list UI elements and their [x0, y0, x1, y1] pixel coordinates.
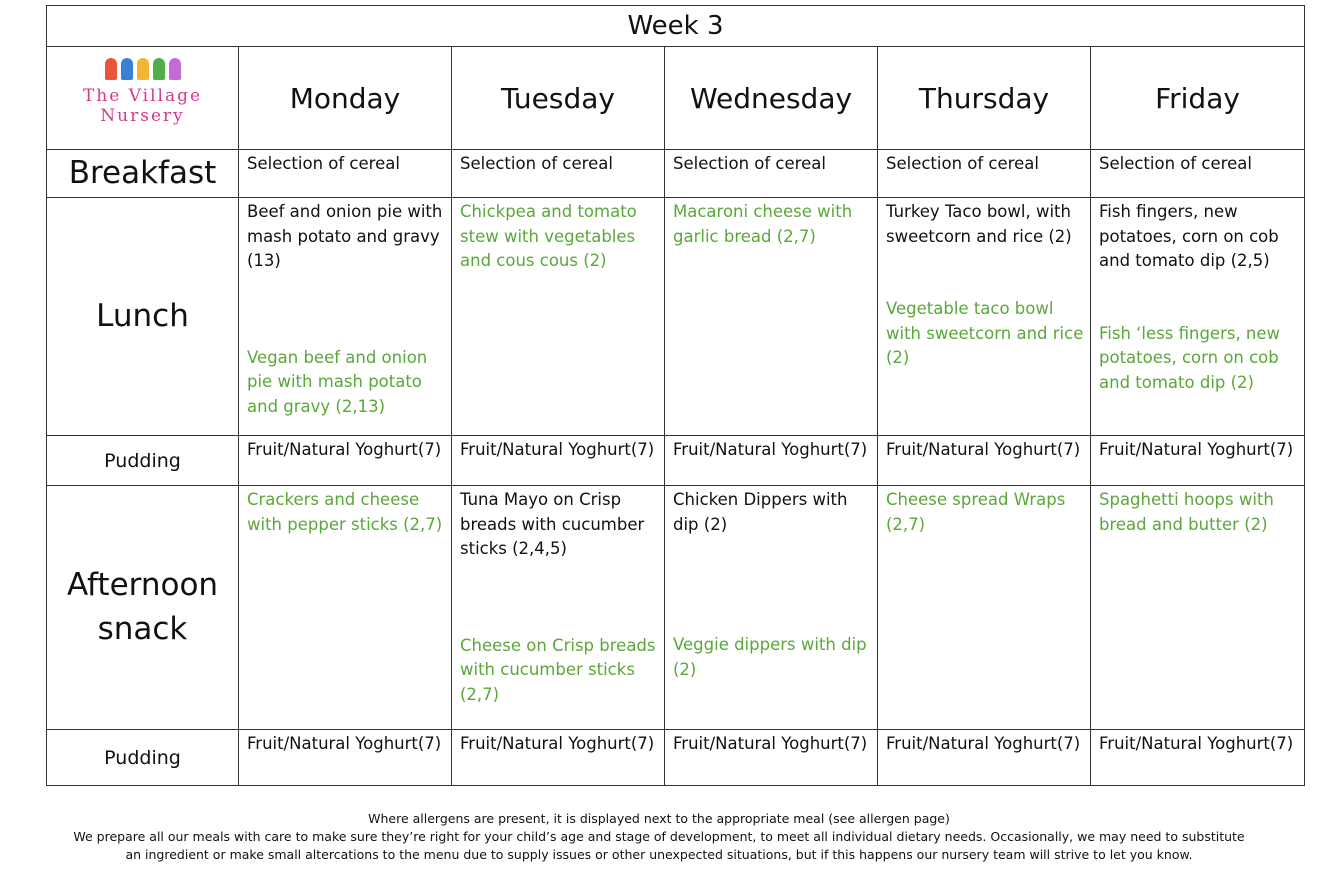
pudding-thursday: Fruit/Natural Yoghurt(7): [878, 730, 1091, 786]
snack-thursday: [878, 486, 1091, 730]
snack-vegetarian: Cheese on Crisp breads with cucumber sticks (2,7): [460, 635, 656, 704]
pudding-monday: Fruit/Natural Yoghurt(7): [239, 436, 452, 486]
lunch-main: Fish fingers, new potatoes, corn on cob and tomato dip (2,5): [1099, 202, 1279, 270]
breakfast-friday: Selection of cereal: [1091, 150, 1305, 198]
children-illustration: [63, 58, 223, 80]
snack-vegetarian: Veggie dippers with dip (2): [673, 635, 867, 679]
pudding-wednesday: Fruit/Natural Yoghurt(7): [665, 730, 878, 786]
footer-note: [0, 810, 1318, 864]
breakfast-thursday: Selection of cereal: [878, 150, 1091, 198]
pudding-tuesday: Fruit/Natural Yoghurt(7): [452, 730, 665, 786]
pudding-friday: Fruit/Natural Yoghurt(7): [1091, 730, 1305, 786]
lunch-vegetarian: Vegetable taco bowl with sweetcorn and rice (2): [886, 299, 1084, 367]
nursery-logo: [47, 47, 239, 150]
row-label-afternoon-snack: [47, 486, 239, 730]
pudding-friday: Fruit/Natural Yoghurt(7): [1091, 436, 1305, 486]
snack-main: Spaghetti hoops with bread and butter (2): [1099, 490, 1274, 534]
lunch-main: Macaroni cheese with garlic bread (2,7): [673, 202, 853, 246]
row-label-breakfast: Breakfast: [47, 150, 239, 198]
snack-main: Crackers and cheese with pepper sticks (2,7): [247, 490, 443, 534]
logo-line-2: Nursery: [100, 106, 185, 126]
lunch-main: Chickpea and tomato stew with vegetables and cous cous (2): [460, 202, 637, 270]
day-header-monday: Monday: [239, 47, 452, 150]
snack-tuesday: [452, 486, 665, 730]
row-label-line-1: Afternoon: [66, 567, 219, 604]
snack-main: Chicken Dippers with dip (2): [673, 490, 848, 534]
day-header-thursday: Thursday: [878, 47, 1091, 150]
pudding-wednesday: Fruit/Natural Yoghurt(7): [665, 436, 878, 486]
footer-line-2: We prepare all our meals with care to make sure they’re right for your child’s age and stage of development, to meet all individual dietary needs. Occasionally, we may need to substitute: [73, 829, 1245, 844]
lunch-wednesday: [665, 198, 878, 436]
snack-main: Tuna Mayo on Crisp breads with cucumber sticks (2,4,5): [460, 490, 645, 558]
row-label-pudding: Pudding: [47, 436, 239, 486]
footer-line-3: an ingredient or make small altercations to the menu due to supply issues or other unexpected situations, but if this happens our nursery team will strive to let you know.: [125, 847, 1193, 862]
snack-friday: [1091, 486, 1305, 730]
menu-table: [46, 5, 1305, 786]
lunch-vegetarian: Fish ‘less fingers, new potatoes, corn on cob and tomato dip (2): [1099, 323, 1281, 392]
lunch-monday: [239, 198, 452, 436]
row-label-pudding: Pudding: [47, 730, 239, 786]
pudding-thursday: Fruit/Natural Yoghurt(7): [878, 436, 1091, 486]
logo-line-1: The Village: [82, 86, 203, 106]
lunch-friday: [1091, 198, 1305, 436]
snack-main: Cheese spread Wraps (2,7): [886, 490, 1066, 534]
lunch-main: Turkey Taco bowl, with sweetcorn and rice (2): [886, 202, 1072, 246]
lunch-tuesday: [452, 198, 665, 436]
day-header-tuesday: Tuesday: [452, 47, 665, 150]
lunch-vegetarian: Vegan beef and onion pie with mash potato and gravy (2,13): [247, 347, 428, 416]
snack-wednesday: [665, 486, 878, 730]
row-label-line-2: snack: [97, 610, 188, 647]
pudding-tuesday: Fruit/Natural Yoghurt(7): [452, 436, 665, 486]
breakfast-tuesday: Selection of cereal: [452, 150, 665, 198]
lunch-main: Beef and onion pie with mash potato and gravy (13): [247, 202, 443, 270]
pudding-monday: Fruit/Natural Yoghurt(7): [239, 730, 452, 786]
week-title: Week 3: [47, 6, 1305, 47]
snack-monday: [239, 486, 452, 730]
breakfast-monday: Selection of cereal: [239, 150, 452, 198]
footer-line-1: Where allergens are present, it is displayed next to the appropriate meal (see allergen page): [368, 811, 950, 826]
row-label-lunch: Lunch: [47, 198, 239, 436]
day-header-wednesday: Wednesday: [665, 47, 878, 150]
breakfast-wednesday: Selection of cereal: [665, 150, 878, 198]
lunch-thursday: [878, 198, 1091, 436]
day-header-friday: Friday: [1091, 47, 1305, 150]
